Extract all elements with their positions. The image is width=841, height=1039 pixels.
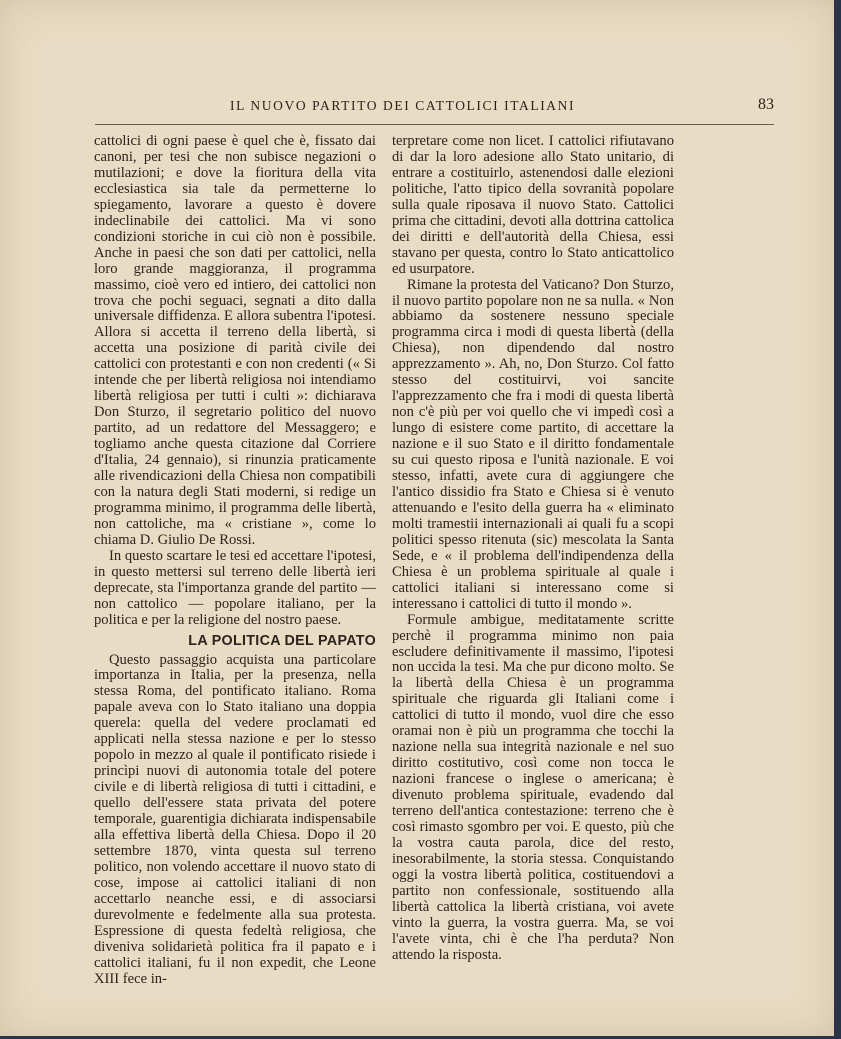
paragraph: Formule ambigue, meditatamente scritte perchè il programma minimo non paia escludere definitivamente il massimo, l'ipotesi non uccida la tesi. Ma che pur dicono molto. Se la libertà della Chiesa è un programma spirituale che riguarda gli Italiani come i cattolici di tutto il mondo, vuol dire che esso oramai non è più un programma che tocchi la nazione nella sua integrità nazionale e nel suo diritto costitutivo, così come non tocca le nazioni francese o inglese o americana; è divenuto problema spirituale, evadendo dal terreno dell'antica contestazione: terreno che è così rimasto sgombro per voi. E questo, più che la vostra cauta parola, dice del resto, inesorabilmente, la storia stessa. Conquistando oggi la vostra libertà politica, costituendovi a partito non confessionale, sostituendo alla libertà cattolica la libertà cristiana, voi avete vinto la guerra, la vostra guerra. Ma, se voi l'avete vinta, chi è che l'ha perduta? Non attendo la risposta. bbox=[392, 611, 674, 963]
left-column bbox=[94, 134, 376, 988]
page-number: 83 bbox=[758, 96, 774, 113]
running-head: IL NUOVO PARTITO DEI CATTOLICI ITALIANI bbox=[230, 98, 576, 113]
right-column bbox=[392, 134, 674, 964]
section-heading: LA POLITICA DEL PAPATO bbox=[188, 632, 376, 649]
paragraph: Questo passaggio acquista una particolare importanza in Italia, per la presenza, nella stessa Roma, del pontificato italiano. Roma papale aveva con lo Stato italiano una doppia querela: quella del vedere proclamati ed applicati nella stessa nazione e per lo stesso popolo in mezzo al quale il pontificato risiede i princìpi nuovi di autonomia totale del potere civile e di libertà religiosa di tutti i cittadini, e quello dell'essere stata privata del potere temporale, guarentigia dichiarata indispensabile alla effettiva libertà della Chiesa. Dopo il 20 settembre 1870, vinta questa sul terreno politico, non volendo accettare il nuovo stato di cose, impose ai cattolici italiani di non accettarlo neanche essi, e di associarsi durevolmente e fedelmente alla sua protesta. Espressione di questa fedeltà religiosa, che diveniva solidarietà politica fra il papato e i cattolici italiani, fu il non expedit, che Leone XIII fece in- bbox=[94, 651, 376, 987]
paragraph: terpretare come non licet. I cattolici rifiutavano di dar la loro adesione allo Stato unitario, di entrare a costituirlo, astenendosi dalle elezioni politiche, l'atto tipico della sovranità popolare sulla quale riposava il nuovo Stato. Cattolici prima che cittadini, devoti alla dottrina cattolica dei diritti e dell'autorità della Chiesa, essi stavano per questa, contro lo Stato anticattolico ed usurpatore. bbox=[392, 133, 674, 277]
paragraph: In questo scartare le tesi ed accettare l'ipotesi, in questo mettersi sul terreno delle libertà ieri deprecate, sta l'importanza grande del partito — non cattolico — popolare italiano, per la politica e per la religione del nostro paese. bbox=[94, 547, 376, 628]
paragraph: Rimane la protesta del Vaticano? Don Sturzo, il nuovo partito popolare non ne sa nulla. « Non abbiamo da sostenere nessuno speciale programma circa i modi di questa libertà (della Chiesa), non dipendendo dal nostro apprezzamento ». Ah, no, Don Sturzo. Col fatto stesso del costituirvi, voi sancite l'apprezzamento che fra i modi di questa libertà non c'è più per voi quello che vi impedì così a lungo di esistere come partito, di accettare la nazione e il suo Stato e il diritto fondamentale su cui questo riposa e l'unità nazionale. E voi stesso, infatti, avete cura di aggiungere che l'antico dissidio fra Stato e Chiesa si è venuto attenuando e l'esito della guerra ha « eliminato molti tramestii internazionali ai quali fu a scopi politici spesso ritenuta (sic) mescolata la Santa Sede, e « il problema dell'indipendenza della Chiesa è un problema spirituale al quale i cattolici italiani si interessano come si interessano i cattolici di tutto il mondo ». bbox=[392, 276, 674, 612]
page-header bbox=[95, 96, 774, 125]
paragraph: cattolici di ogni paese è quel che è, fissato dai canoni, per tesi che non subisce negazioni o mutilazioni; e dove la fioritura della vita ecclesiastica sia tale da permetterne lo spiegamento, lavorare a questo è dovere indeclinabile dei cattolici. Ma vi sono condizioni storiche in cui ciò non è possibile. Anche in paesi che son dati per cattolici, nella loro grande maggioranza, il programma massimo, cioè vero ed intiero, dei cattolici non trova che pochi seguaci, segnati a dito dalla universale diffidenza. E allora subentra l'ipotesi. Allora si accetta il terreno della libertà, si accetta una posizione di parità civile dei cattolici con protestanti e con non credenti (« Si intende che per libertà religiosa noi intendiamo libertà religiosa per tutti i culti »: dichiarava Don Sturzo, il segretario politico del nuovo partito, ad un redattore del Messaggero; e togliamo anche questa citazione dal Corriere d'Italia, 24 gennaio), si rinunzia praticamente alle rivendicazioni della Chiesa non compatibili con la natura degli Stati moderni, si redige un programma minimo, il programma delle libertà, non cattoliche, ma « cristiane », come lo chiama D. Giulio De Rossi. bbox=[94, 133, 376, 548]
